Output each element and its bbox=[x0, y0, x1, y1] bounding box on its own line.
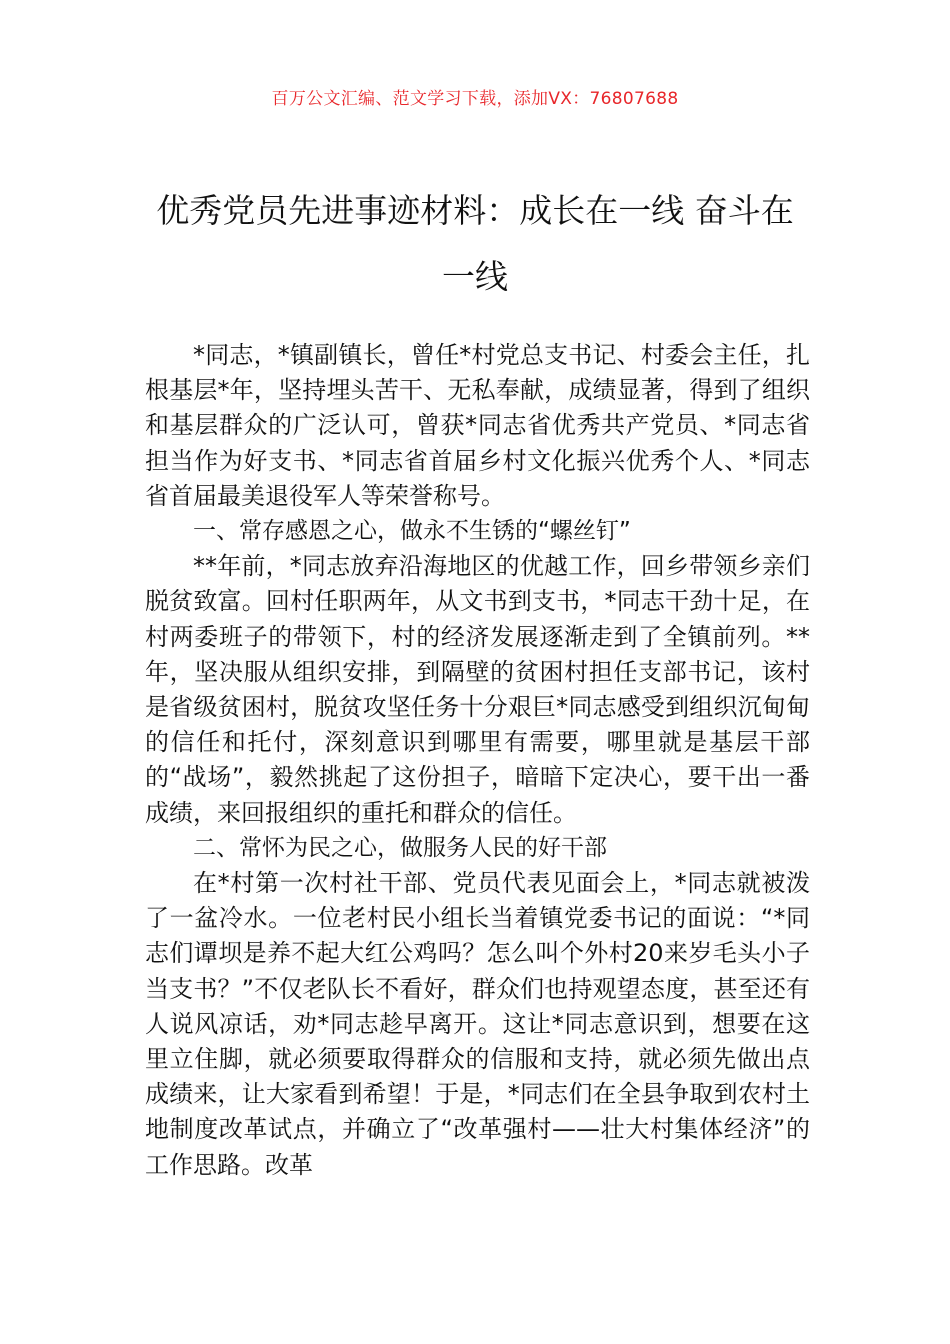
section-2-paragraph: 在*村第一次村社干部、党员代表见面会上，*同志就被泼了一盆冷水。一位老村民小组长当着镇党委书记的面说：“*同志们谭坝是养不起大红公鸡吗？怎么叫个外村20来岁毛头小子当支书？”不仅老队长不看好，群众们也持观望态度，甚至还有人说风凉话，劝*同志趁早离开。这让*同志意识到，想要在这里立住脚，就必须要取得群众的信服和支持，就必须先做出点成绩来，让大家看到希望！于是，*同志们在全县争取到农村土地制度改革试点，并确立了“改革强村——壮大村集体经济”的工作思路。改革 bbox=[145, 869, 810, 1179]
section-heading-1: 一、常存感恩之心，做永不生锈的“螺丝钉” bbox=[193, 518, 631, 545]
intro-paragraph: *同志，*镇副镇长，曾任*村党总支书记、村委会主任，扎根基层*年，坚持埋头苦干、无私奉献，成绩显著，得到了组织和基层群众的广泛认可，曾获*同志省优秀共产党员、*同志省担当作为好支书、*同志省首届乡村文化振兴优秀个人、*同志省首届最美退役军人等荣誉称号。 bbox=[145, 341, 810, 510]
document-body bbox=[145, 338, 810, 1183]
section-1-paragraph: **年前，*同志放弃沿海地区的优越工作，回乡带领乡亲们脱贫致富。回村任职两年，从文书到支书，*同志干劲十足，在村两委班子的带领下，村的经济发展逐渐走到了全镇前列。**年，坚决服从组织安排，到隔壁的贫困村担任支部书记，该村是省级贫困村，脱贫攻坚任务十分艰巨*同志感受到组织沉甸甸的信任和托付，深刻意识到哪里有需要，哪里就是基层干部的“战场”，毅然挑起了这份担子，暗暗下定决心，要干出一番成绩，来回报组织的重托和群众的信任。 bbox=[145, 552, 810, 827]
document-title: 优秀党员先进事迹材料：成长在一线 奋斗在一线 bbox=[156, 191, 794, 296]
section-heading-2: 二、常怀为民之心，做服务人民的好干部 bbox=[193, 834, 607, 861]
header-watermark-note: 百万公文汇编、范文学习下载，添加VX：76807688 bbox=[271, 89, 679, 109]
